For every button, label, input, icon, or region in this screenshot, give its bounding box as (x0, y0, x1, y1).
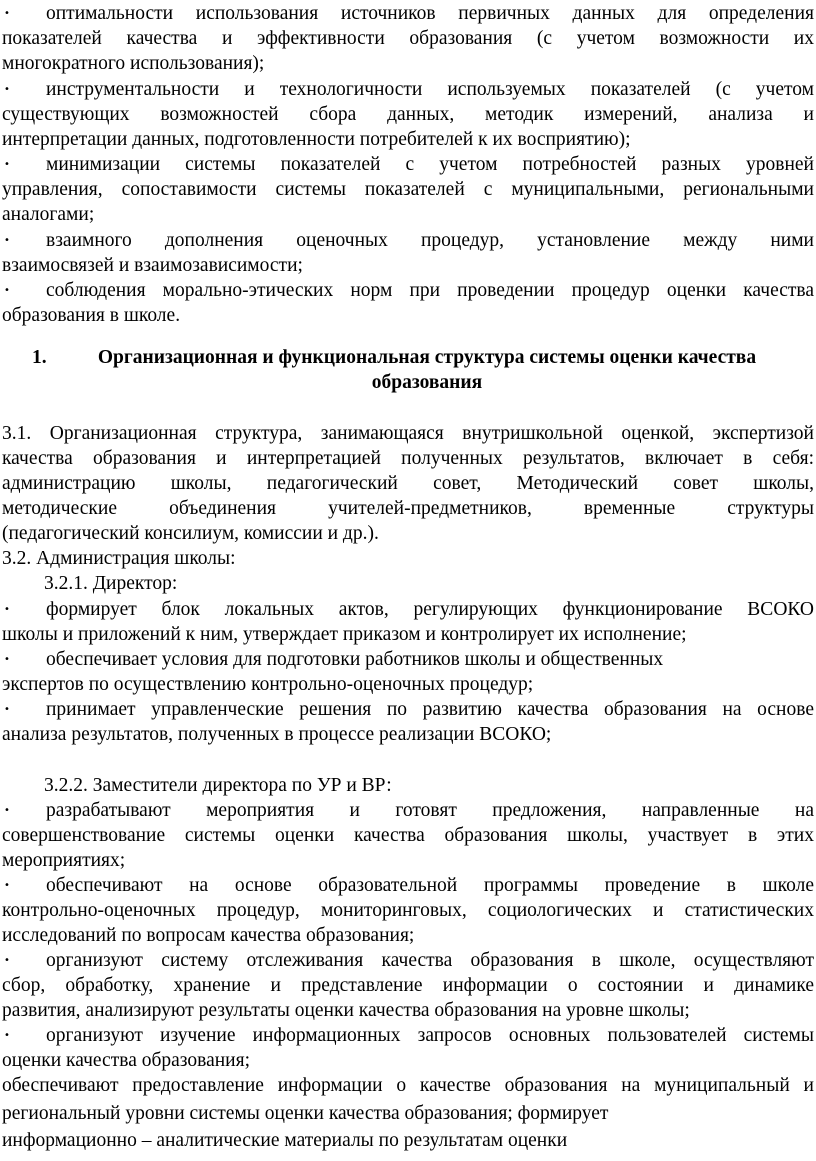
text-line: экспертов по осуществлению контрольно-оценочных процедур; (2, 674, 534, 695)
text-line: обеспечивает условия для подготовки работников школы и общественных (46, 649, 664, 670)
text-line: образования в школе. (2, 305, 181, 326)
text-line: интерпретации данных, подготовленности потребителей к их восприятию); (2, 129, 631, 150)
text-line: соблюдения морально-этических норм при проведении процедур оценки качества (46, 280, 814, 301)
bullet-icon: • (4, 880, 10, 891)
text-line: существующих возможностей сбора данных, методик измерений, анализа и (2, 104, 814, 125)
text-line: показателей качества и эффективности образования (с учетом возможности их (2, 28, 814, 49)
text-line: взаимного дополнения оценочных процедур, установление между ними (46, 230, 814, 251)
text-line: качества образования и интерпретацией полученных результатов, включает в себя: (2, 448, 814, 469)
text-line: минимизации системы показателей с учетом потребностей разных уровней (46, 154, 814, 175)
text-line: сбор, обработку, хранение и представление информации о состоянии и динамике (2, 975, 814, 996)
text-line: школы и приложений к ним, утверждает приказом и контролирует их исполнение; (2, 624, 687, 645)
text-line: аналогами; (2, 204, 95, 225)
text-line: методические объединения учителей-предметников, временные структуры (2, 498, 814, 519)
text-line: 3.2. Администрация школы: (2, 548, 236, 569)
text-line: (педагогический консилиум, комиссии и др.). (2, 523, 379, 544)
heading-number: 1. (32, 347, 47, 368)
bullet-icon: • (4, 8, 10, 19)
text-line: принимает управленческие решения по развитию качества образования на основе (46, 699, 814, 720)
text-line: мероприятиях; (2, 850, 126, 871)
bullet-icon: • (4, 1030, 10, 1041)
bullet-icon: • (4, 654, 10, 665)
text-line: исследований по вопросам качества образования; (2, 925, 415, 946)
bullet-icon: • (4, 955, 10, 966)
text-line: администрацию школы, педагогический совет, Методический совет школы, (2, 473, 814, 494)
text-line: обеспечивают на основе образовательной программы проведение в школе (46, 875, 814, 896)
text-line: оптимальности использования источников первичных данных для определения (46, 3, 814, 24)
bullet-icon: • (4, 285, 10, 296)
heading-line: Организационная и функциональная структура системы оценки качества (97, 347, 757, 368)
text-line: контрольно-оценочных процедур, мониторинговых, социологических и статистических (2, 900, 814, 921)
bullet-icon: • (4, 805, 10, 816)
text-line: анализа результатов, полученных в процессе реализации ВСОКО; (2, 724, 552, 745)
text-line: 3.2.1. Директор: (44, 573, 178, 594)
bullet-icon: • (4, 704, 10, 715)
bullet-icon: • (4, 235, 10, 246)
text-line: 3.2.2. Заместители директора по УР и ВР: (44, 775, 392, 796)
text-line: взаимосвязей и взаимозависимости; (2, 255, 303, 276)
text-line: оценки качества образования; (2, 1050, 250, 1071)
bullet-icon: • (4, 159, 10, 170)
text-line: информационно – аналитические материалы по результатам оценки (2, 1130, 568, 1151)
text-line: разрабатывают мероприятия и готовят предложения, направленные на (46, 800, 814, 821)
text-line: развития, анализируют результаты оценки качества образования на уровне школы; (2, 1000, 690, 1021)
heading-line: образования (371, 372, 483, 393)
text-line: обеспечивают предоставление информации о качестве образования на муниципальный и (2, 1075, 814, 1096)
text-line: формирует блок локальных актов, регулирующих функционирование ВСОКО (46, 599, 814, 620)
text-line: организуют систему отслеживания качества образования в школе, осуществляют (46, 950, 814, 971)
text-line: многократного использования); (2, 53, 265, 74)
text-line: совершенствование системы оценки качества образования школы, участвует в этих (2, 825, 814, 846)
text-line: инструментальности и технологичности используемых показателей (с учетом (46, 79, 814, 100)
text-line: 3.1. Организационная структура, занимающаяся внутришкольной оценкой, экспертизой (2, 423, 814, 444)
text-line: управления, сопоставимости системы показателей с муниципальными, региональными (2, 179, 814, 200)
text-line: организуют изучение информационных запросов основных пользователей системы (46, 1025, 814, 1046)
text-line: региональный уровни системы оценки качества образования; формирует (2, 1103, 609, 1124)
bullet-icon: • (4, 84, 10, 95)
bullet-icon: • (4, 604, 10, 615)
